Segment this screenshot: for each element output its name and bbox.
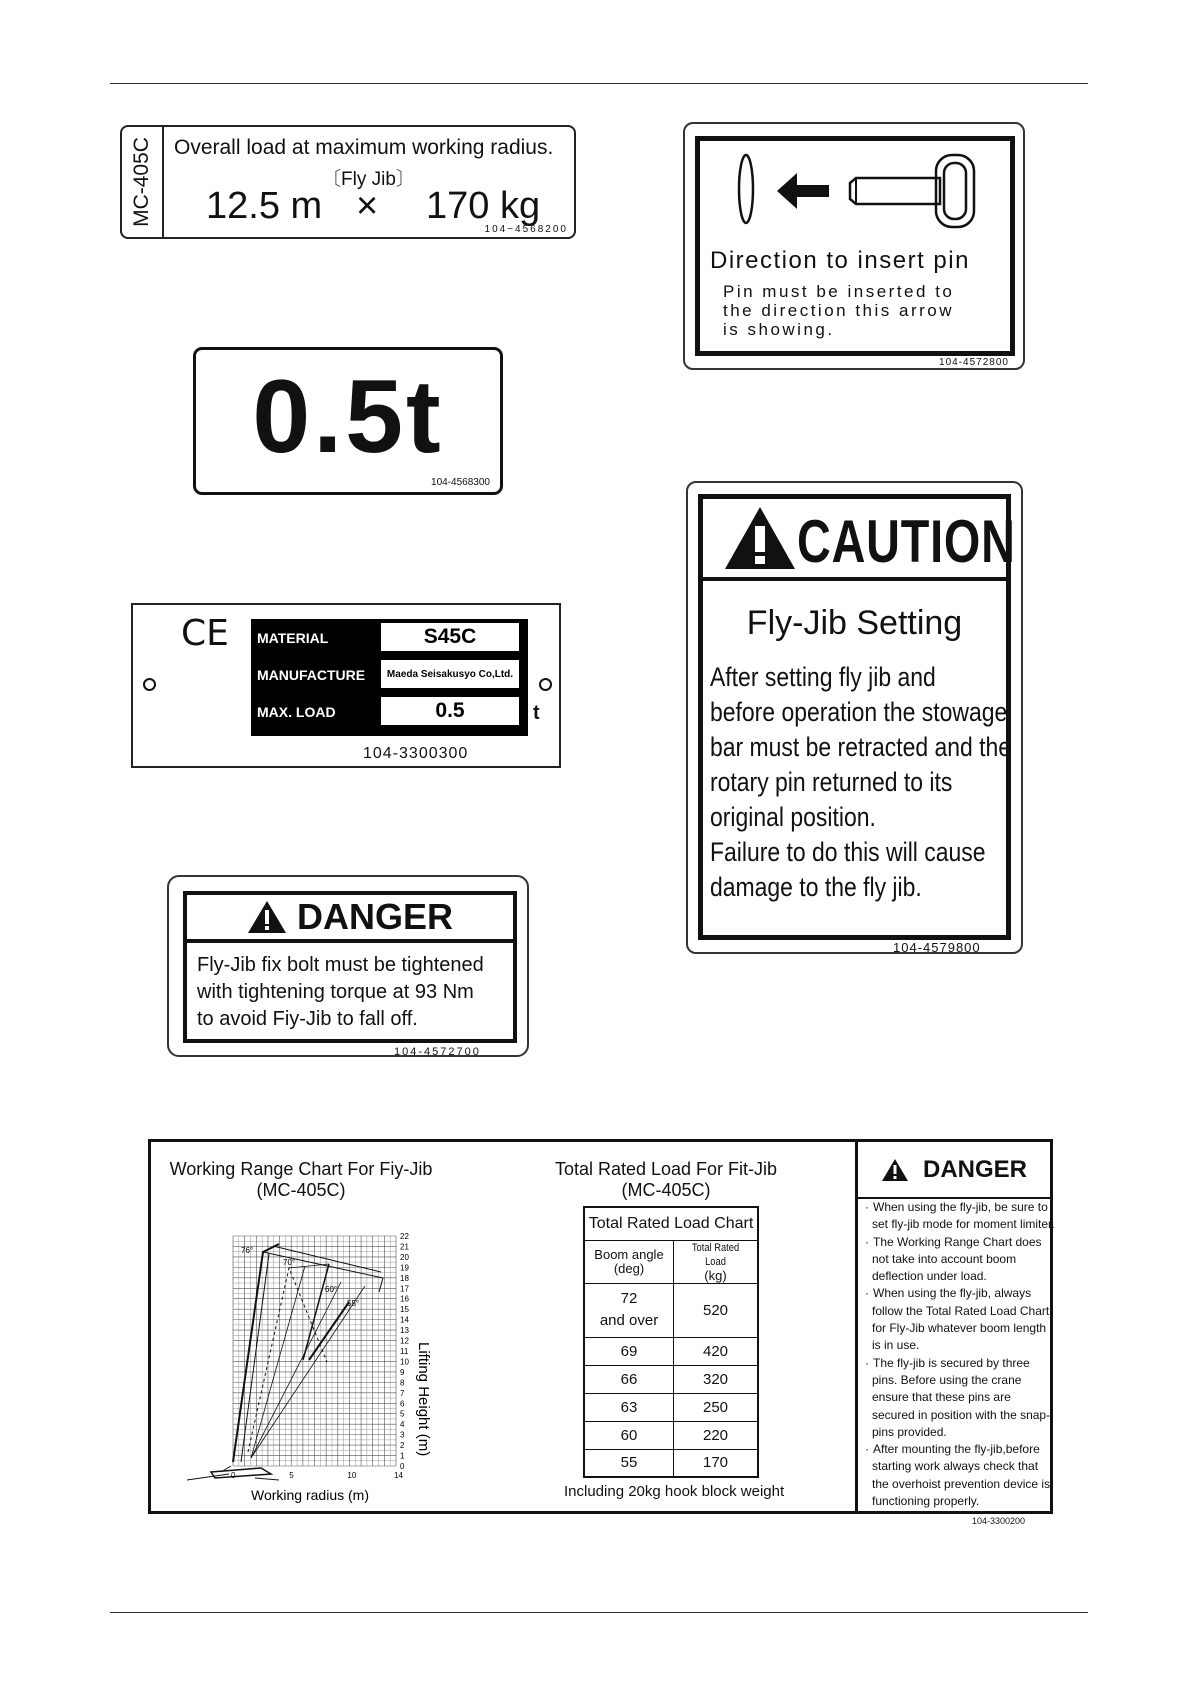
pin-heading: Direction to insert pin xyxy=(710,247,970,274)
y-tick-label: 6 xyxy=(400,1399,405,1409)
label-pin-direction xyxy=(683,122,1025,370)
panel-danger-list xyxy=(863,1199,1055,1510)
header-line: (deg) xyxy=(613,1260,645,1276)
x-tick-label: 14 xyxy=(394,1471,403,1480)
y-tick-label: 18 xyxy=(400,1273,409,1283)
header-line: (kg) xyxy=(704,1267,727,1283)
angle-line: 72 xyxy=(620,1290,638,1307)
y-tick-label: 1 xyxy=(400,1451,405,1461)
y-tick-label: 14 xyxy=(400,1315,409,1325)
header-line: Total Rated Load xyxy=(691,1241,740,1268)
list-item: · The Working Range Chart does not take into account boom deflection under load. xyxy=(863,1234,1055,1286)
y-tick-label: 13 xyxy=(400,1326,409,1336)
radius-subtitle: 〔Fly Jib〕 xyxy=(322,169,415,190)
load-cell: 170 xyxy=(674,1449,759,1477)
caution-line: bar must be retracted and the xyxy=(710,732,1012,762)
pin-line: is showing. xyxy=(723,320,835,339)
range-y-ticks xyxy=(400,1232,409,1471)
angle-label-76: 76° xyxy=(241,1246,254,1255)
label-capacity xyxy=(193,347,503,495)
danger-line: Fly-Jib fix bolt must be tightened xyxy=(197,954,484,976)
warning-icon xyxy=(724,506,796,570)
load-cell: 250 xyxy=(674,1393,759,1421)
caution-line: original position. xyxy=(710,802,876,832)
table-row xyxy=(584,1283,758,1337)
label-material-plate xyxy=(131,603,561,768)
model-name: MC-405C xyxy=(130,137,153,227)
part-number: 104-4572800 xyxy=(939,357,1009,368)
angle-label-60: 60° xyxy=(325,1285,338,1294)
top-rule xyxy=(110,83,1088,84)
max-load-value: 0.5 xyxy=(381,697,519,725)
part-number: 104-3300300 xyxy=(363,745,469,762)
warning-icon xyxy=(247,900,287,934)
part-number: 104-4568300 xyxy=(431,477,490,488)
list-item: · When using the fly-jib, be sure to set fly-jib mode for moment limiter. xyxy=(863,1199,1055,1234)
caution-frame xyxy=(698,494,1016,940)
list-item: · The fly-jib is secured by three pins. Before using the crane ensure that these pins are secured in position with the snap-pins provided. xyxy=(863,1355,1055,1441)
caution-heading: CAUTION xyxy=(797,508,1016,575)
danger-body xyxy=(197,952,484,1033)
table-note: Including 20kg hook block weight xyxy=(564,1483,785,1500)
y-tick-label: 7 xyxy=(400,1388,405,1398)
caution-header xyxy=(703,499,1016,581)
table-row xyxy=(584,1421,758,1449)
y-tick-label: 0 xyxy=(400,1462,405,1471)
manufacture-label: MANUFACTURE xyxy=(257,667,366,683)
caution-line: before operation the stowage xyxy=(710,697,1008,727)
range-title-line: (MC-405C) xyxy=(256,1180,346,1200)
table-row xyxy=(584,1449,758,1477)
mount-hole-left xyxy=(143,678,156,691)
label-caution-flyjib xyxy=(686,481,1023,954)
load-cell: 520 xyxy=(674,1283,759,1337)
material-value: S45C xyxy=(381,623,519,651)
pin-direction-icon xyxy=(700,141,1000,231)
pin-line: the direction this arrow xyxy=(723,301,955,320)
load-chart-title xyxy=(516,1159,816,1201)
angle-cell: 60 xyxy=(584,1421,674,1449)
load-value: 170 kg xyxy=(426,185,541,227)
crane-sketch xyxy=(187,1244,383,1480)
danger-line: to avoid Fiy-Jib to fall off. xyxy=(197,1008,418,1030)
part-number: 104-3300200 xyxy=(972,1516,1026,1526)
y-tick-label: 8 xyxy=(400,1378,405,1388)
danger-heading: DANGER xyxy=(296,896,453,937)
load-title-line: (MC-405C) xyxy=(621,1180,711,1200)
panel-danger-heading: DANGER xyxy=(922,1155,1027,1183)
danger-line: with tightening torque at 93 Nm xyxy=(197,981,474,1003)
y-tick-label: 2 xyxy=(400,1441,405,1451)
spec-plate xyxy=(251,619,528,736)
capacity-value: 0.5t xyxy=(252,359,444,475)
y-tick-label: 10 xyxy=(400,1357,409,1367)
y-tick-label: 5 xyxy=(400,1409,405,1419)
table-row xyxy=(584,1365,758,1393)
range-y-axis-label: Lifting Height (m) xyxy=(415,1342,432,1457)
warning-icon xyxy=(881,1158,909,1182)
caution-title: Fly-Jib Setting xyxy=(746,604,963,642)
angle-cell xyxy=(584,1283,674,1337)
part-number: 104−4568200 xyxy=(484,224,568,235)
table-row xyxy=(584,1393,758,1421)
caution-line: damage to the fly jib. xyxy=(710,872,922,902)
rated-load-table xyxy=(583,1206,759,1478)
danger-header xyxy=(187,895,513,943)
label-danger-bolt xyxy=(167,875,529,1057)
table-row xyxy=(584,1337,758,1365)
load-cell: 420 xyxy=(674,1337,759,1365)
y-tick-label: 4 xyxy=(400,1420,405,1430)
y-tick-label: 17 xyxy=(400,1284,409,1294)
radius-title: Overall load at maximum working radius. xyxy=(174,136,554,159)
bottom-rule xyxy=(110,1612,1088,1613)
max-load-unit: t xyxy=(533,702,540,724)
part-number: 104-4579800 xyxy=(893,940,981,955)
table-title: Total Rated Load Chart xyxy=(584,1207,758,1240)
y-tick-label: 15 xyxy=(400,1305,409,1315)
part-number: 104-4572700 xyxy=(394,1046,481,1058)
range-title-line: Working Range Chart For Fiy-Jib xyxy=(169,1159,433,1179)
y-tick-label: 12 xyxy=(400,1336,409,1346)
y-tick-label: 9 xyxy=(400,1367,405,1377)
caution-line: After setting fly jib and xyxy=(710,662,936,692)
caution-line: rotary pin returned to its xyxy=(710,767,953,797)
max-load-label: MAX. LOAD xyxy=(257,704,336,720)
label-max-radius-load xyxy=(120,125,576,239)
range-x-axis-label: Working radius (m) xyxy=(251,1487,369,1503)
y-tick-label: 21 xyxy=(400,1242,409,1252)
load-cell: 220 xyxy=(674,1421,759,1449)
angle-cell: 66 xyxy=(584,1365,674,1393)
working-range-chart xyxy=(151,1182,451,1512)
mount-hole-right xyxy=(539,678,552,691)
ce-mark: CE xyxy=(181,613,229,654)
y-tick-label: 22 xyxy=(400,1232,409,1241)
caution-line: Failure to do this will cause xyxy=(710,837,986,867)
col-header-angle xyxy=(584,1240,674,1283)
model-side-strip xyxy=(122,127,164,237)
manufacture-value: Maeda Seisakusyo Co,Ltd. xyxy=(381,660,519,688)
angle-label-70: 70° xyxy=(283,1258,296,1267)
y-tick-label: 19 xyxy=(400,1263,409,1273)
x-tick-label: 0 xyxy=(231,1471,236,1480)
header-line: Boom angle xyxy=(594,1246,664,1262)
y-tick-label: 16 xyxy=(400,1294,409,1304)
label-load-chart-panel xyxy=(148,1139,1053,1514)
load-title-line: Total Rated Load For Fit-Jib xyxy=(554,1159,778,1179)
angle-label-55: 55° xyxy=(347,1299,360,1308)
y-tick-label: 20 xyxy=(400,1252,409,1262)
list-item: · When using the fly-jib, always follow the Total Rated Load Chart for Fly-Jib whatever boom length is in use. xyxy=(863,1285,1055,1354)
caution-body xyxy=(710,660,1011,905)
angle-cell: 63 xyxy=(584,1393,674,1421)
table-header-row xyxy=(584,1240,758,1283)
danger-frame xyxy=(183,891,517,1043)
panel-danger-header xyxy=(858,1142,1050,1199)
angle-cell: 55 xyxy=(584,1449,674,1477)
radius-value: 12.5 m xyxy=(206,185,323,227)
angle-line: and over xyxy=(599,1312,659,1329)
x-tick-label: 10 xyxy=(347,1471,357,1480)
y-tick-label: 3 xyxy=(400,1430,405,1440)
material-label: MATERIAL xyxy=(257,630,329,646)
y-tick-label: 11 xyxy=(400,1347,409,1356)
pin-body xyxy=(723,282,954,339)
col-header-load xyxy=(674,1240,759,1283)
times-sign: × xyxy=(356,185,379,227)
x-tick-label: 5 xyxy=(289,1471,294,1480)
list-item: · After mounting the fly-jib,before starting work always check that the overhoist prevention device is functioning properly. xyxy=(863,1441,1055,1510)
table-title-row xyxy=(584,1207,758,1240)
pin-frame xyxy=(695,136,1015,356)
load-cell: 320 xyxy=(674,1365,759,1393)
pin-line: Pin must be inserted to xyxy=(723,282,955,301)
angle-cell: 69 xyxy=(584,1337,674,1365)
